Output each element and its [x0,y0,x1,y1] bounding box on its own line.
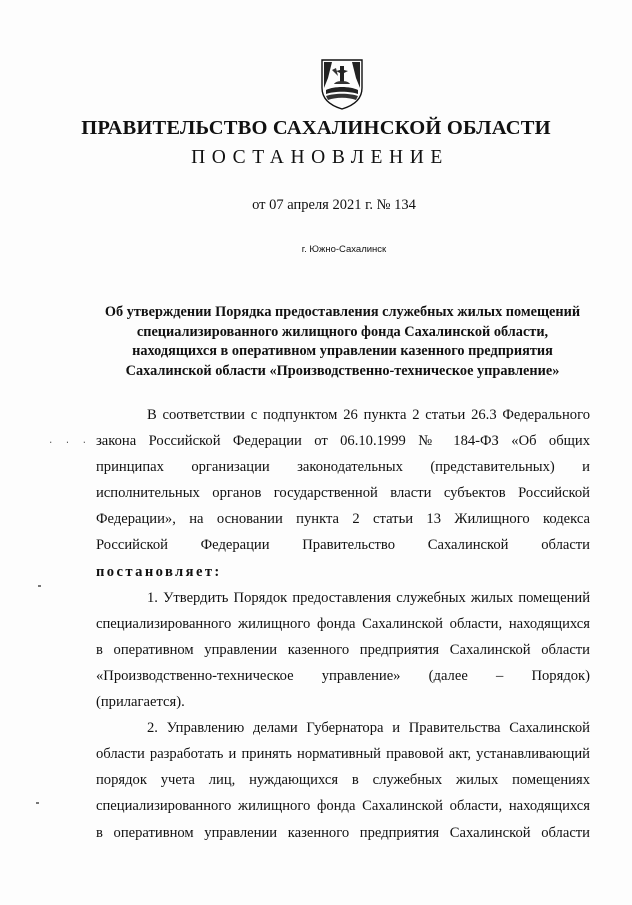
scan-speck [36,802,39,804]
body-line: (прилагается). [96,694,185,711]
document-type: ПОСТАНОВЛЕНИЕ [191,147,449,168]
body-line: порядок учета лиц, нуждающихся в служебных жилых помещениях [96,772,590,789]
body-line: области разработать и принять нормативный правовой акт, устанавливающий [96,746,590,763]
body-line: 2. Управлению делами Губернатора и Правительства Сахалинской [147,720,590,737]
scan-speck [38,585,41,587]
margin-scan-mark: · · · · [48,438,107,448]
sakhalin-coat-of-arms-icon [318,58,366,110]
decree-word: постановляет: [96,563,222,580]
date-and-number: от 07 апреля 2021 г. № 134 [252,197,416,213]
city-name: г. Южно-Сахалинск [301,244,387,255]
body-line: «Производственно-техническое управление» (далее – Порядок) [96,667,590,684]
body-line: закона Российской Федерации от 06.10.1999 № 184-ФЗ «Об общих [96,433,590,450]
heading-line: находящихся в оперативном управлении казенного предприятия [132,343,553,359]
heading-line: специализированного жилищного фонда Сахалинской области, [136,323,549,340]
body-line: исполнительных органов государственной власти субъектов Российской [96,485,590,502]
body-line: специализированного жилищного фонда Сахалинской области, находящихся [96,798,590,815]
body-line: принципах организации законодательных (представительных) и [96,459,590,476]
body-line: Российской Федерации Правительство Сахалинской области [96,537,590,554]
body-line: специализированного жилищного фонда Сахалинской области, находящихся [96,615,590,632]
body-line: в оперативном управлении казенного предприятия Сахалинской области [96,824,590,841]
body-line: 1. Утвердить Порядок предоставления служебных жилых помещений [147,589,590,606]
heading-line: Сахалинской области «Производственно-техническое управление» [125,362,560,379]
body-line: в оперативном управлении казенного предприятия Сахалинской области [96,641,590,658]
document-body [96,402,590,846]
body-line: Федерации», на основании пункта 2 статьи 13 Жилищного кодекса [96,511,590,528]
heading-line: Об утверждении Порядка предоставления служебных жилых помещений [104,304,581,320]
body-line: В соответствии с подпунктом 26 пункта 2 статьи 26.3 Федерального [147,407,590,423]
government-title: ПРАВИТЕЛЬСТВО САХАЛИНСКОЙ ОБЛАСТИ [81,117,551,139]
document-heading [90,303,595,381]
